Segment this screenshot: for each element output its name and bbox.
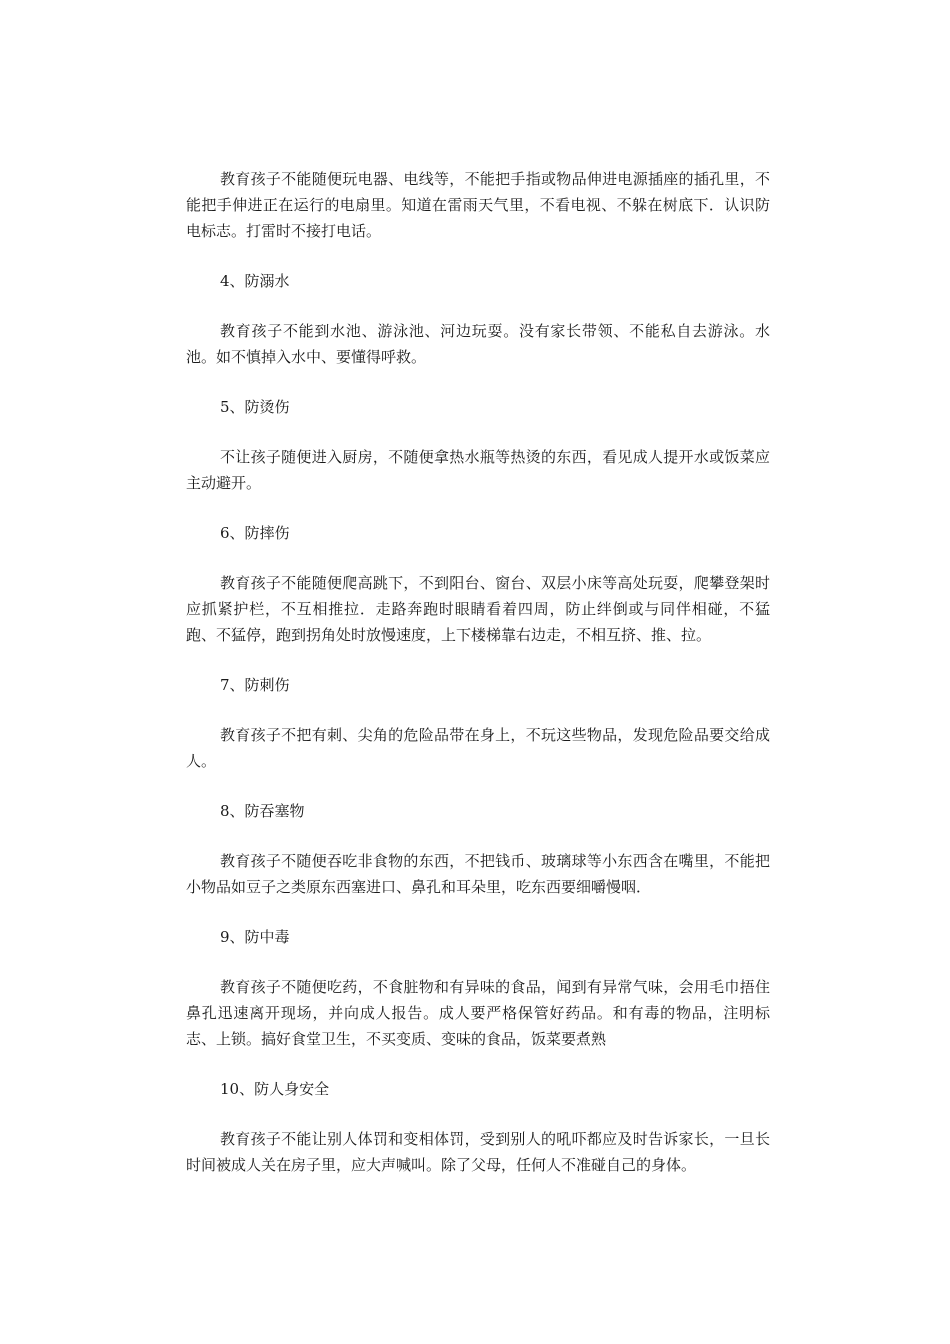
heading-stab: 7、防刺伤 [220,676,290,694]
heading-drowning: 4、防溺水 [220,272,290,290]
heading-fall: 6、防摔伤 [220,524,290,542]
paragraph-stab: 教育孩子不把有刺、尖角的危险品带在身上，不玩这些物品，发现危险品要交给成人。 [186,726,770,770]
paragraph-electricity: 教育孩子不能随便玩电器、电线等，不能把手指或物品伸进电源插座的插孔里，不能把手伸进正在运行的电扇里。知道在雷雨天气里，不看电视、不躲在树底下．认识防电标志。打雷时不接打电话。 [186,170,770,240]
heading-scald: 5、防烫伤 [220,398,290,416]
paragraph-scald: 不让孩子随便进入厨房，不随便拿热水瓶等热烫的东西，看见成人提开水或饭菜应主动避开。 [186,448,770,492]
paragraph-personal-safety: 教育孩子不能让别人体罚和变相体罚，受到别人的吼吓都应及时告诉家长，一旦长时间被成人关在房子里，应大声喊叫。除了父母，任何人不准碰自己的身体。 [186,1130,770,1174]
paragraph-swallow: 教育孩子不随便吞吃非食物的东西，不把钱币、玻璃球等小东西含在嘴里，不能把小物品如豆子之类原东西塞进口、鼻孔和耳朵里，吃东西要细嚼慢咽． [186,852,770,896]
paragraph-poison: 教育孩子不随便吃药，不食脏物和有异味的食品，闻到有异常气味，会用毛巾捂住鼻孔迅速离开现场，并向成人报告。成人要严格保管好药品。和有毒的物品，注明标志、上锁。搞好食堂卫生，不买变质、变味的食品，饭菜要煮熟 [186,978,770,1048]
paragraph-fall: 教育孩子不能随便爬高跳下，不到阳台、窗台、双层小床等高处玩耍，爬攀登架时应抓紧护栏，不互相推拉．走路奔跑时眼睛看着四周，防止绊倒或与同伴相碰，不猛跑、不猛停，跑到拐角处时放慢速度，上下楼梯靠右边走，不相互挤、推、拉。 [186,574,770,644]
heading-poison: 9、防中毒 [220,928,290,946]
paragraph-drowning: 教育孩子不能到水池、游泳池、河边玩耍。没有家长带领、不能私自去游泳。水池。如不慎掉入水中、要懂得呼救。 [186,322,770,366]
heading-personal-safety: 10、防人身安全 [220,1080,330,1098]
document-page [186,166,770,1202]
heading-swallow: 8、防吞塞物 [220,802,305,820]
